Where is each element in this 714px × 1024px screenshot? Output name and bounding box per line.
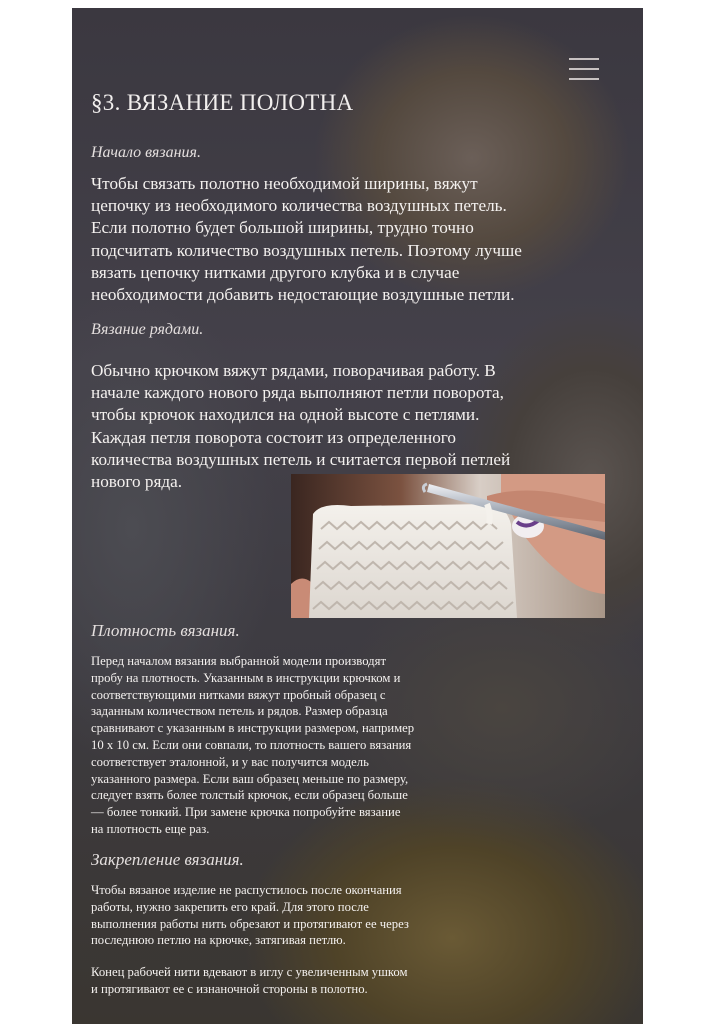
section-heading-rows: Вязание рядами. bbox=[91, 321, 204, 338]
section-text-fastening bbox=[91, 882, 409, 949]
text-line: заданным количеством петель и рядов. Размер образца bbox=[91, 704, 388, 719]
text-line: — более тонкий. При замене крючка попробуйте вязание bbox=[91, 805, 401, 820]
hamburger-menu-icon[interactable] bbox=[569, 56, 599, 82]
section-heading-fastening: Закрепление вязания. bbox=[91, 850, 244, 869]
text-line: необходимости добавить недостающие воздушные петли. bbox=[91, 285, 515, 305]
section-text-fastening-2 bbox=[91, 964, 408, 998]
section-heading-start: Начало вязания. bbox=[91, 144, 201, 161]
text-line: и протягивают ее с изнаночной стороны в полотно. bbox=[91, 981, 368, 996]
text-line: выполнения работы нить обрезают и протягивают ее через bbox=[91, 916, 409, 931]
text-line: пробу на плотность. Указанным в инструкции крючком и bbox=[91, 670, 401, 685]
text-line: соответствует эталонной, и у вас получится модель bbox=[91, 754, 369, 769]
page-title: §3. ВЯЗАНИЕ ПОЛОТНА bbox=[91, 90, 354, 115]
text-line: указанного размера. Если ваш образец меньше по размеру, bbox=[91, 771, 409, 786]
text-line: Обычно крючком вяжут рядами, поворачивая работу. В bbox=[91, 361, 496, 380]
text-line: Если полотно будет большой ширины, трудно точно bbox=[91, 218, 474, 238]
text-line: чтобы крючок находился на одной высоте с петлями. bbox=[91, 405, 480, 425]
text-line: подсчитать количество воздушных петель. Поэтому лучше bbox=[91, 240, 522, 260]
crochet-photo bbox=[291, 474, 605, 618]
text-line: вязать цепочку нитками другого клубка и в случае bbox=[91, 262, 460, 282]
text-line: 10 х 10 см. Если они совпали, то плотность вашего вязания bbox=[91, 737, 412, 752]
text-line: нового ряда. bbox=[91, 472, 183, 492]
menu-bar bbox=[569, 68, 599, 70]
text-line: Конец рабочей нити вдевают в иглу с увеличенным ушком bbox=[91, 965, 408, 979]
text-line: работы, нужно закрепить его край. Для этого после bbox=[91, 899, 369, 914]
text-line: количества воздушных петель и считается первой петлей bbox=[91, 449, 511, 469]
section-text-density bbox=[91, 653, 414, 838]
text-line: следует взять более толстый крючок, если образец больше bbox=[91, 788, 408, 803]
section-text-start bbox=[91, 173, 522, 306]
menu-bar bbox=[569, 58, 599, 60]
section-heading-density: Плотность вязания. bbox=[91, 621, 240, 640]
page-card bbox=[72, 8, 643, 1024]
crochet-illustration bbox=[291, 474, 605, 618]
text-line: на плотность еще раз. bbox=[91, 821, 210, 836]
text-line: Чтобы вязаное изделие не распустилось после окончания bbox=[91, 883, 402, 897]
text-line: последнюю петлю на крючке, затягивая петлю. bbox=[91, 933, 346, 948]
text-line: Каждая петля поворота состоит из определенного bbox=[91, 427, 457, 447]
text-line: соответствующими нитками вяжут пробный образец с bbox=[91, 687, 386, 702]
menu-bar bbox=[569, 78, 599, 80]
text-line: Перед началом вязания выбранной модели производят bbox=[91, 654, 387, 668]
text-line: цепочку из необходимого количества воздушных петель. bbox=[91, 196, 507, 216]
text-line: сравнивают с указанным в инструкции размером, например bbox=[91, 721, 415, 736]
text-line: Чтобы связать полотно необходимой ширины, вяжут bbox=[91, 174, 478, 193]
text-line: начале каждого нового ряда выполняют петли поворота, bbox=[91, 383, 504, 403]
